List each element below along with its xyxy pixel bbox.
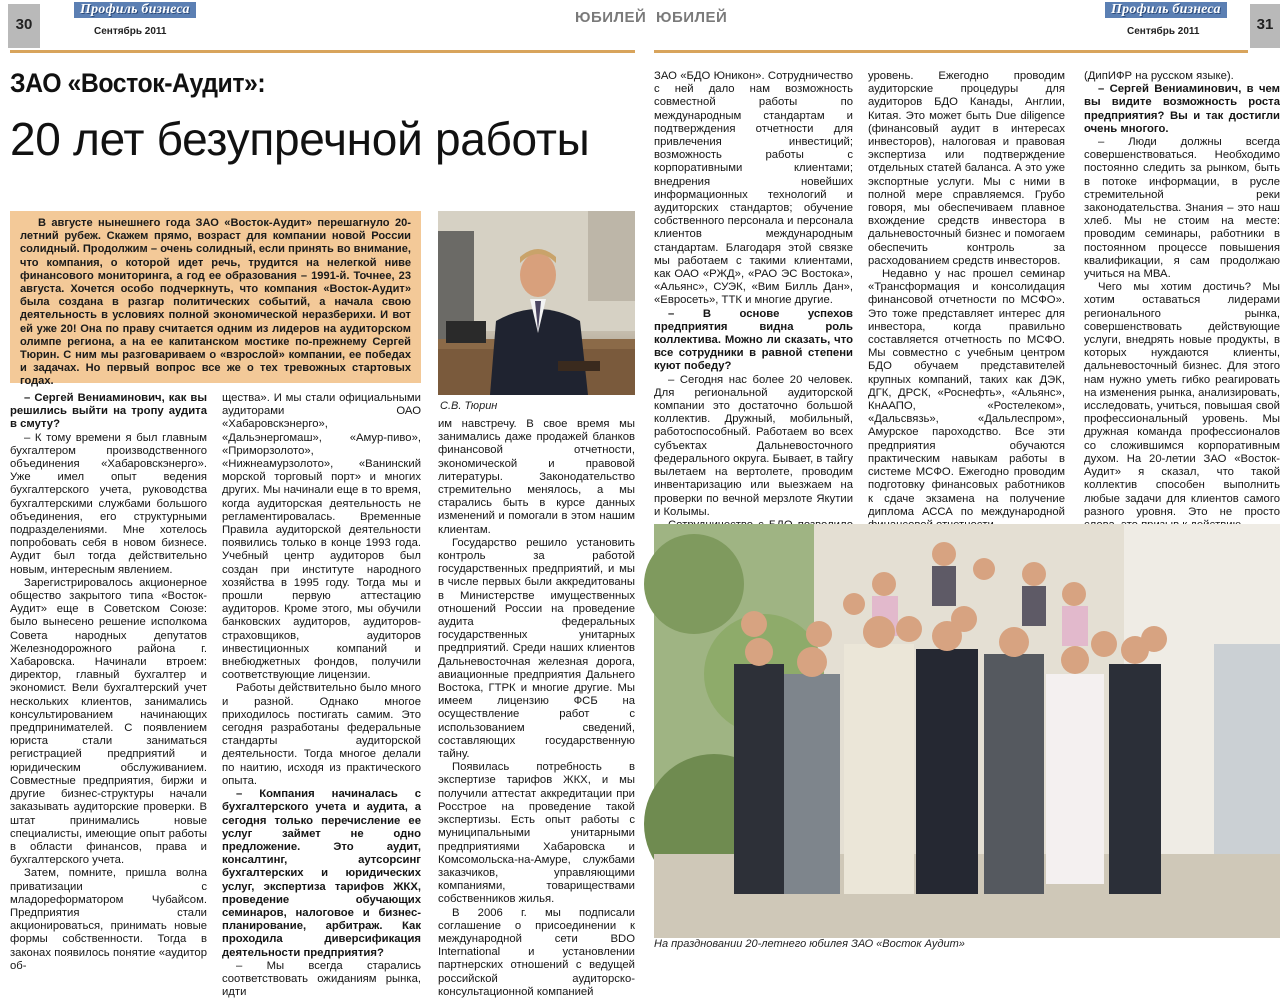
group-illustration (654, 524, 1280, 938)
section-tag-left: ЮБИЛЕЙ (575, 9, 647, 26)
headline-main: 20 лет безупречной работы (10, 113, 590, 165)
right-page (640, 0, 1280, 952)
article-paragraph: уровень. Ежегодно проводим аудиторские процедуры для аудиторов БДО Канады, Англии, Китая. Это может быть Due diligence (финансовый аудит в интересах инвесторов), налоговая и правовая экспертиза или подтверждение отдельных статей баланса. А это уже экспортные услуги. Мы с ними в полной мере справляемся. Грубо говоря, мы обеспечиваем плавное вхождение средств инвестора в дальневосточный бизнес и помогаем обеспечить контроль за расходованием средств инвесторов. (868, 70, 1065, 267)
right-column-1 (654, 70, 853, 518)
issue-date-left: Сентябрь 2011 (94, 26, 167, 37)
article-paragraph: – К тому времени я был главным бухгалтером производственного объединения «Хабаровскэнерго». Уже имел опыт ведения бухгалтерского учета, руководства бухгалтерскими службами большого объединения, его структурными подразделениями. Мне хотелось попробовать себя в новом бизнесе. Аудит был тогда действительно новым, интересным явлением. (10, 431, 207, 576)
header-rule-right (654, 50, 1248, 53)
interview-question: – Сергей Вениаминович, как вы решились выйти на тропу аудита в смуту? (10, 392, 207, 431)
left-column-3 (438, 418, 635, 998)
section-tag-right: ЮБИЛЕЙ (656, 9, 728, 26)
right-column-3 (1084, 70, 1280, 518)
interview-question: – Сергей Вениаминович, в чем вы видите возможность роста предприятия? Вы и так достигли очень многого. (1084, 83, 1280, 135)
portrait-photo (438, 211, 635, 395)
article-paragraph: Затем, помните, пришла волна приватизации с младореформатором Чубайсом. Предприятия стали акционироваться, принимать новые формы собственности. Тогда в законах появилось понятие «аудитор об- (10, 867, 207, 972)
portrait-illustration (438, 211, 635, 395)
article-paragraph: (ДипИФР на русском языке). (1084, 70, 1234, 82)
portrait-caption: С.В. Тюрин (440, 400, 498, 412)
article-paragraph: Государство решило установить контроль за работой государственных предприятий, и мы в числе первых были аккредитованы в Министерстве имущественных отношений России на проведение аудита федеральных государственных унитарных предприятий. Среди наших клиентов Дальневосточная железная дорога, авиационные предприятия Дальнего Востока, ГТРК и многие другие. Мы имеем лицензию ФСБ на осуществление работ с использованием сведений, составляющих государственную тайну. (438, 536, 635, 761)
article-paragraph: ЗАО «БДО Юникон». Сотрудничество с ней дало нам возможность совместной работы по международным стандартам и подтверждения отчетности для привлечения инвестиций; возможность работы с корпоративными клиентами; внедрения новейших информационных технологий и аудиторских стандартов; обучение собственного персонала и персонала клиентов международным стандартам. Благодаря этой связке мы работаем с такими клиентами, как ОАО «РЖД», «РАО ЭС Востока», «Альянс», СУЭК, «Вим Билль Дан», «Евросеть», ТТК и многие другие. (654, 70, 853, 307)
page-number-right: 31 (1250, 4, 1280, 48)
article-paragraph: Зарегистрировалось акционерное общество закрытого типа «Восток-Аудит» еще в Советском Союзе: было вынесено решение исполкома Совета народных депутатов Железнодорожного района г. Хабаровска. Начинали втроем: директор, главный бухгалтер и экономист. Вели бухгалтерский учет нескольких клиентов, занимались консультированием начинающих предпринимателей. С появлением юриста стали заниматься регистрацией предприятий и юридическим обслуживанием. Совместные предприятия, биржи и другие бизнес-структуры начали заказывать аудиторские проверки. В штат принимались новые специалисты, имеющие опыт работы в области финансов, права и бухгалтерского учета. (10, 576, 207, 867)
headline-company: ЗАО «Восток-Аудит»: (10, 68, 266, 98)
header-rule-left (10, 50, 635, 53)
article-paragraph: щества». И мы стали официальными аудиторами ОАО «Хабаровскэнерго», «Дальэнергомаш», «Амур-пиво», «Приморзолото», «Нижнеамурзолото», «Ванинский морской торговый порт» и многих других. Мы начинали еще в то время, когда аудиторская деятельность не регламентировалась. Временные Правила аудиторской деятельности появились только в конце 1993 года. Учебный центр аудиторов был создан при институте народного хозяйства в 1995 году. Тогда мы и прошли первую аттестацию аудиторов. Кроме этого, мы обучили банковских аудиторов, аудиторов-страховщиков, аудиторов инвестиционных компаний и внебюджетных фондов, получили соответствующие лицензии. (222, 392, 421, 682)
group-photo (654, 524, 1280, 938)
group-photo-caption: На праздновании 20-летнего юбилея ЗАО «Восток Аудит» (654, 938, 965, 950)
left-column-2 (222, 392, 421, 999)
article-paragraph: Появилась потребность в экспертизе тарифов ЖКХ, и мы получили аттестат аккредитации при Росстрое на проведение такой экспертизы. Есть опыт работы с муниципальными унитарными предприятиями Хабаровска и Комсомольска-на-Амуре, службами заказчиков, управляющими компаниями, товариществами собственников жилья. (438, 761, 635, 906)
article-paragraph: Работы действительно было много и разной. Однако многое приходилось постигать самим. Это сегодня разработаны федеральные стандарты аудиторской деятельности. Тогда многое делали по наитию, исходя из практического опыта. (222, 682, 421, 787)
issue-date-right: Сентябрь 2011 (1127, 26, 1200, 37)
article-paragraph: – Сегодня нас более 20 человек. Для региональной аудиторской компании это достаточно большой коллектив. Дружный, мобильный, работоспособный. Работаем во всех субъектах Дальневосточного федерального округа. Бывает, в тайгу вылетаем на вертолете, проводим инвентаризацию или выезжаем на проверки по вечной мерзлоте Якутии и Колымы. (654, 373, 853, 518)
article-paragraph: Недавно у нас прошел семинар «Трансформация и консолидация финансовой отчетности по МСФО». Это тоже представляет интерес для инвестора, когда правильно составляется отчетность по МСФО. Мы совместно с учебным центром БДО обучаем представителей крупных компаний, таких как ДЭК, ДГК, ДРСК, «Роснефть», «Альянс», КнААПО, «Ростелеком», «Дальсвязь», «Дальлеспром», Амурское пароходство. Все эти предприятия обучаются практическим навыкам работы в системе МСФО. Ежегодно проводим подготовку финансовых работников к сдаче экзамена на получение диплома АССА по международной (868, 268, 1065, 518)
article-paragraph: им навстречу. В свое время мы занимались даже продажей бланков финансовой отчетности, экономической и правовой литературы. Законодательство стремительно менялось, а мы старались быть в курсе данных изменений и помогали в этом нашим клиентам. (438, 418, 635, 536)
left-column-1 (10, 392, 207, 972)
interview-question: – Компания начиналась с бухгалтерского учета и аудита, а сегодня только перечисление ее услуг займет не одно предложение. Это аудит, консалтинг, аутсорсинг бухгалтерских и юридических услуг, экспертиза тарифов ЖКХ, проведение обучающих семинаров, налоговое и бизнес-планирование, арбитраж. Как проходила диверсификация деятельности предприятия? (222, 788, 421, 959)
article-paragraph: В 2006 г. мы подписали соглашение о присоединении к международной сети BDO International и установлении партнерских отношений с ведущей российской аудиторско-консультационной компанией (438, 906, 635, 998)
article-paragraph: – Люди должны всегда совершенствоваться. Необходимо постоянно следить за рынком, быть в потоке информации, в русле стремительной реки законодательства. Знания – это наш хлеб. Мы не стоим на месте: проводим семинары, работники в постоянном процессе повышения квалификации, я сам продолжаю учиться на МВА. (1084, 136, 1280, 281)
right-column-2 (868, 70, 1065, 518)
lead-paragraph: В августе нынешнего года ЗАО «Восток-Аудит» перешагнуло 20-летний рубеж. Скажем прямо, возраст для компании новой России солидный. Продолжим – очень солидный, если принять во внимание, что компания, о которой идет речь, трудится на нелегкой ниве финансового мониторинга, а год ее образования – 1991-й. Точнее, 23 августа. Хочется особо подчеркнуть, что компания «Восток-Аудит» была создана в разгар политических событий, а начала свою деятельность в условиях полной экономической неразберихи. И вот ей уже 20! Она по праву считается одним из лидеров на аудиторском олимпе региона, а на ее капитанском мостике по-прежнему Сергей Тюрин. С ним мы разговариваем о «взрослой» компании, ее победах и задачах. Но первый вопрос все же о тех тревожных стартовых годах. (10, 211, 421, 383)
article-paragraph: Чего мы хотим достичь? Мы хотим оставаться лидерами регионального рынка, совершенствовать действующие услуги, внедрять новые продукты, в которых нуждаются клиенты, дальневосточный бизнес. Для этого нам нужно уметь гибко реагировать на изменения рынка, анализировать, исследовать, учиться, повышая свой профессиональный уровень. Мы дружная команда профессионалов со сложившимся корпоративным духом. На 20-летии ЗАО «Восток-Аудит» я сказал, что такой коллектив способен выполнить любые задачи для клиентов самого разного уровня. Это не просто (1084, 281, 1280, 518)
page-number-left: 30 (8, 4, 40, 48)
magazine-logo-left: Профиль бизнеса (74, 2, 196, 18)
interview-question: – В основе успехов предприятия видна роль коллектива. Можно ли сказать, что все сотрудники в равной степени куют победу? (654, 307, 853, 373)
article-paragraph: – Мы всегда старались соответствовать ожиданиям рынка, идти (222, 959, 421, 999)
magazine-logo-right: Профиль бизнеса (1105, 2, 1227, 18)
